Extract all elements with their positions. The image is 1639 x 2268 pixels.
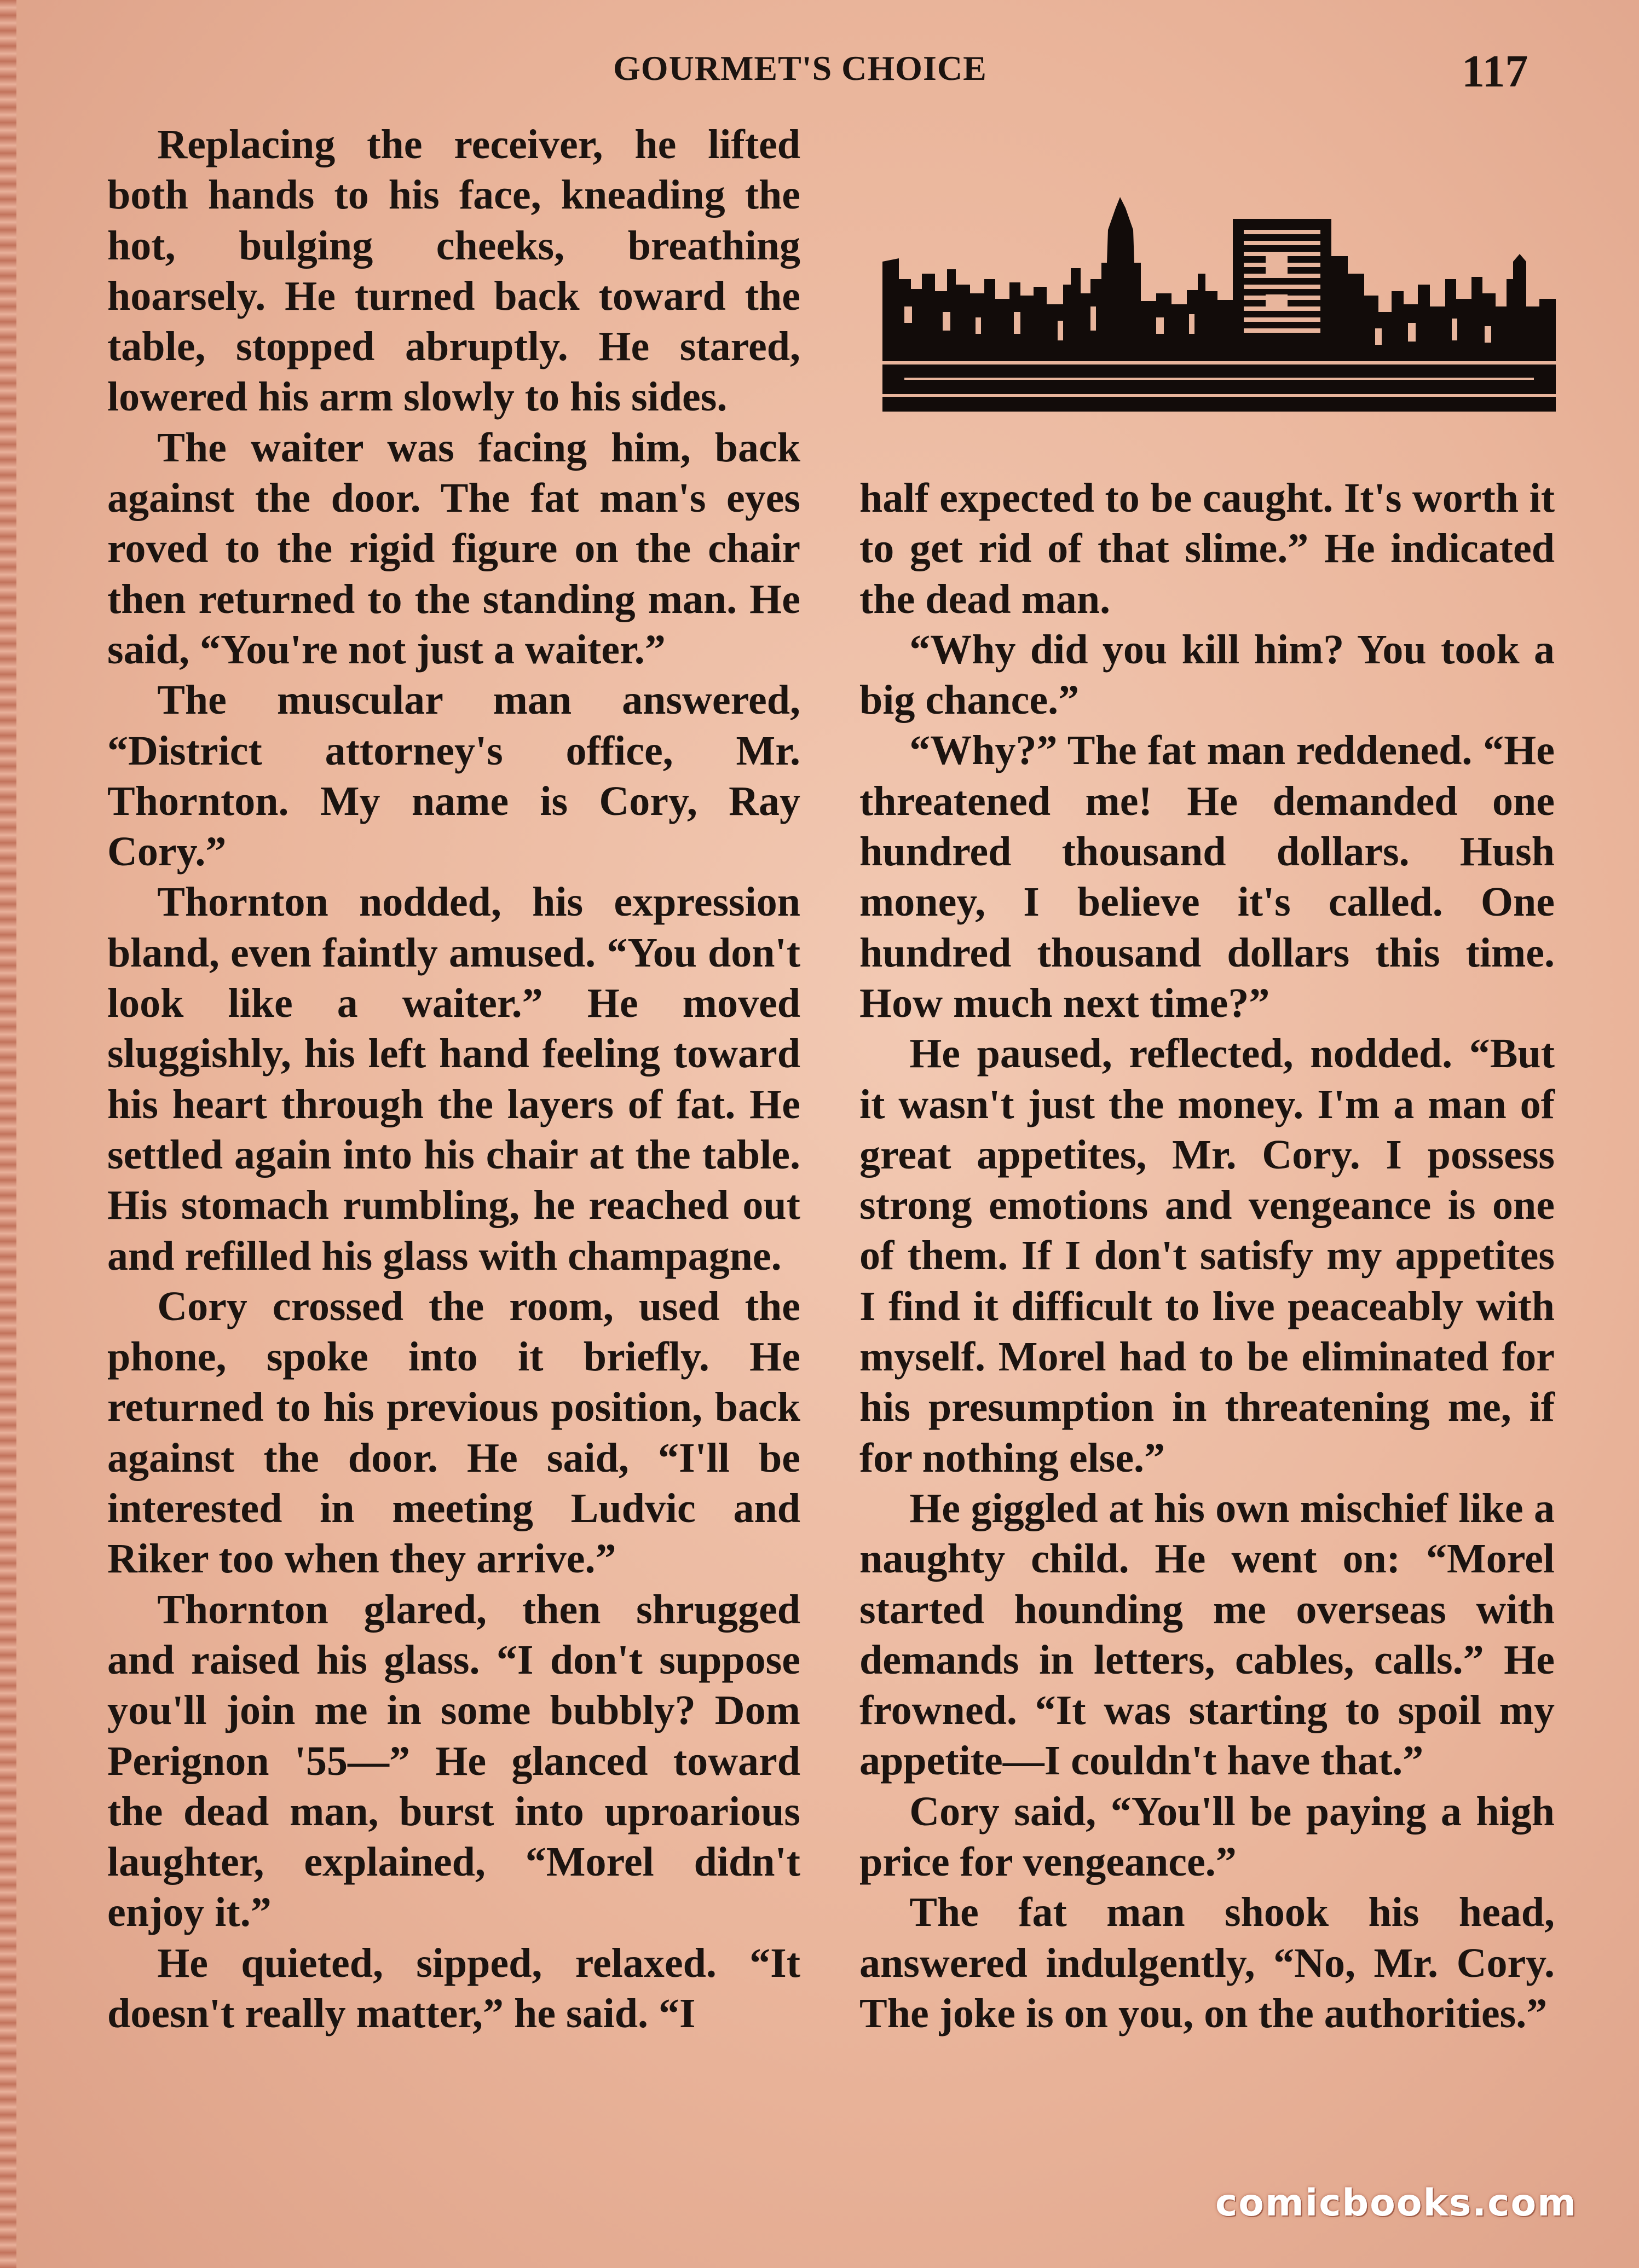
paragraph: The muscular man answered, “District attorney's office, Mr. Thornton. My name is Cory, Ray Cory.” xyxy=(107,677,800,875)
paragraph: Thornton glared, then shrugged and raised his glass. “I don't suppose you'll join me in some bubbly? Dom Perignon '55—” He glanced toward the dead man, burst into uproarious laughter, explained, “Morel didn't enjoy it.” xyxy=(107,1586,800,1936)
paragraph: “Why?” The fat man reddened. “He threatened me! He demanded one hundred thousand dollars. Hush money, I believe it's called. One hundred thousand dollars this time. How much next time?” xyxy=(859,727,1555,1026)
torn-page-edge xyxy=(0,0,16,2268)
paragraph: He quieted, sipped, relaxed. “It doesn't really matter,” he said. “I xyxy=(107,1940,800,2036)
page-number: 117 xyxy=(1462,46,1528,97)
paragraph: Replacing the receiver, he lifted both hands to his face, kneading the hot, bulging cheeks, breathing hoarsely. He turned back toward the table, stopped abruptly. He stared, lowered his arm slowly to his sides. xyxy=(107,121,800,420)
paragraph: “Why did you kill him? You took a big chance.” xyxy=(859,626,1555,724)
paragraph: He paused, reflected, nodded. “But it wasn't just the money. I'm a man of great appetites, Mr. Cory. I possess strong emotions and vengeance is one of them. If I don't satisfy my appetites I find it difficult to live peaceably with myself. Morel had to be eliminated for his presumption in threatening me, if for nothing else.” xyxy=(859,1031,1555,1481)
paragraph: Cory crossed the room, used the phone, spoke into it briefly. He returned to his previous position, back against the door. He said, “I'll be interested in meeting Ludvic and Riker too when they arrive.” xyxy=(107,1283,800,1582)
paragraph: He giggled at his own mischief like a naughty child. He went on: “Morel started hounding me overseas with demands in letters, cables, calls.” He frowned. “It was starting to spoil my appetite—I couldn't have that.” xyxy=(859,1485,1555,1784)
paragraph: The waiter was facing him, back against the door. The fat man's eyes roved to the rigid figure on the chair then returned to the standing man. He said, “You're not just a waiter.” xyxy=(107,424,800,673)
right-text-column xyxy=(859,473,1555,2039)
paragraph: Cory said, “You'll be paying a high price for vengeance.” xyxy=(859,1788,1555,1885)
watermark: comicbooks.com xyxy=(1215,2182,1578,2225)
running-title: GOURMET'S CHOICE xyxy=(613,49,987,88)
city-skyline-illustration xyxy=(882,197,1556,412)
paragraph: half expected to be caught. It's worth it to get rid of that slime.” He indicated the dead man. xyxy=(859,475,1555,622)
paragraph: Thornton nodded, his expression bland, even faintly amused. “You don't look like a waiter.” He moved sluggishly, his left hand feeling toward his heart through the layers of fat. He settled again into his chair at the table. His stomach rumbling, he reached out and refilled his glass with champagne. xyxy=(107,879,800,1279)
paragraph: The fat man shook his head, answered indulgently, “No, Mr. Cory. The joke is on you, on the authorities.” xyxy=(859,1889,1555,2036)
page-header xyxy=(0,46,1639,97)
left-text-column xyxy=(107,119,800,2039)
